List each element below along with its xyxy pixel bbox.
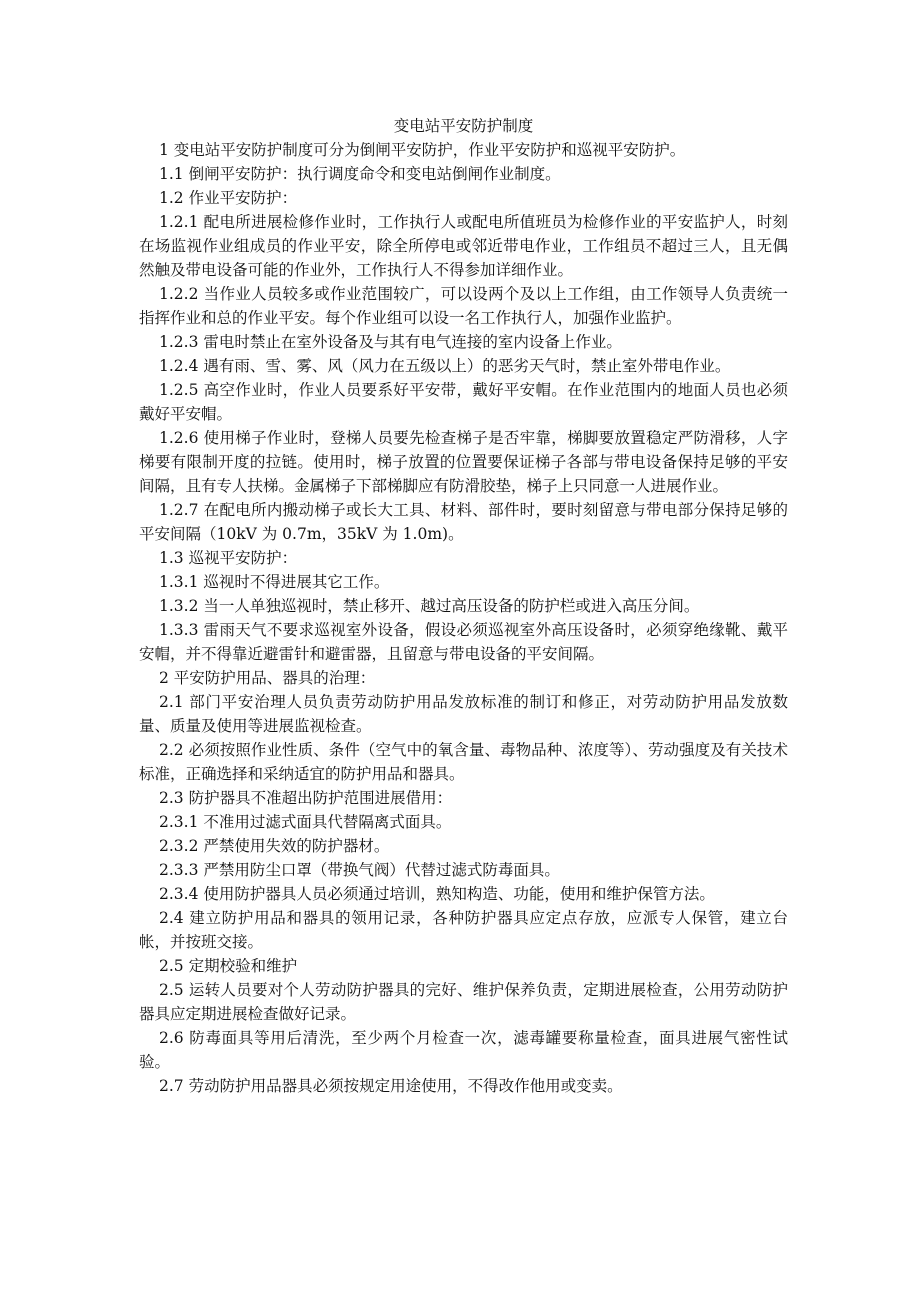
paragraph: 2.5 运转人员要对个人劳动防护器具的完好、维护保养负责，定期进展检查，公用劳动防护器具应定期进展检查做好记录。	[139, 981, 788, 1023]
paragraph: 2.4 建立防护用品和器具的领用记录，各种防护器具应定点存放，应派专人保管，建立台帐，并按班交接。	[139, 909, 788, 951]
paragraph: 2.5 定期校验和维护	[159, 957, 298, 975]
paragraph: 2.3 防护器具不准超出防护范围进展借用：	[159, 789, 453, 807]
paragraph: 2.3.1 不准用过滤式面具代替隔离式面具。	[159, 813, 452, 831]
paragraph: 1 变电站平安防护制度可分为倒闸平安防护，作业平安防护和巡视平安防护。	[159, 141, 686, 159]
document-body	[139, 138, 788, 1098]
paragraph: 1.2.7 在配电所内搬动梯子或长大工具、材料、部件时，要时刻留意与带电部分保持足够的平安间隔（10kV 为 0.7m，35kV 为 1.0m)。	[139, 501, 788, 543]
paragraph: 2.3.4 使用防护器具人员必须通过培训，熟知构造、功能，使用和维护保管方法。	[159, 885, 715, 903]
paragraph: 1.1 倒闸平安防护：执行调度命令和变电站倒闸作业制度。	[159, 165, 561, 183]
paragraph: 1.3 巡视平安防护：	[159, 549, 298, 567]
paragraph: 1.3.1 巡视时不得进展其它工作。	[159, 573, 390, 591]
paragraph: 2.2 必须按照作业性质、条件（空气中的氧含量、毒物品种、浓度等）、劳动强度及有关技术标准，正确选择和采纳适宜的防护用品和器具。	[139, 741, 788, 783]
paragraph: 1.3.3 雷雨天气不要求巡视室外设备，假设必须巡视室外高压设备时，必须穿绝缘靴、戴平安帽，并不得靠近避雷针和避雷器，且留意与带电设备的平安间隔。	[139, 621, 788, 663]
paragraph: 2.7 劳动防护用品器具必须按规定用途使用，不得改作他用或变卖。	[159, 1077, 623, 1095]
paragraph: 2.6 防毒面具等用后清洗，至少两个月检查一次，滤毒罐要称量检查，面具进展气密性试验。	[139, 1029, 788, 1071]
paragraph: 1.3.2 当一人单独巡视时，禁止移开、越过高压设备的防护栏或进入高压分间。	[159, 597, 700, 615]
paragraph: 1.2.2 当作业人员较多或作业范围较广，可以设两个及以上工作组，由工作领导人负责统一指挥作业和总的作业平安。每个作业组可以设一名工作执行人，加强作业监护。	[139, 285, 788, 327]
paragraph: 2.1 部门平安治理人员负责劳动防护用品发放标准的制订和修正，对劳动防护用品发放数量、质量及使用等进展监视检查。	[139, 693, 788, 735]
paragraph: 1.2 作业平安防护：	[159, 189, 298, 207]
paragraph: 1.2.6 使用梯子作业时，登梯人员要先检查梯子是否牢靠，梯脚要放置稳定严防滑移，人字梯要有限制开度的拉链。使用时，梯子放置的位置要保证梯子各部与带电设备保持足够的平安间隔，且有专人扶梯。金属梯子下部梯脚应有防滑胶垫，梯子上只同意一人进展作业。	[139, 429, 788, 495]
paragraph: 1.2.5 高空作业时，作业人员要系好平安带，戴好平安帽。在作业范围内的地面人员也必须戴好平安帽。	[139, 381, 788, 423]
paragraph: 1.2.4 遇有雨、雪、雾、风（风力在五级以上）的恶劣天气时，禁止室外带电作业。	[159, 357, 731, 375]
paragraph: 1.2.1 配电所进展检修作业时，工作执行人或配电所值班员为检修作业的平安监护人，时刻在场监视作业组成员的作业平安，除全所停电或邻近带电作业，工作组员不超过三人，且无偶然触及带电设备可能的作业外，工作执行人不得参加详细作业。	[139, 213, 788, 279]
paragraph: 1.2.3 雷电时禁止在室外设备及与其有电气连接的室内设备上作业。	[159, 333, 622, 351]
paragraph: 2 平安防护用品、器具的治理：	[159, 669, 376, 687]
paragraph: 2.3.2 严禁使用失效的防护器材。	[159, 837, 390, 855]
paragraph: 2.3.3 严禁用防尘口罩（带换气阀）代替过滤式防毒面具。	[159, 861, 560, 879]
document-title: 变电站平安防护制度	[393, 117, 534, 135]
